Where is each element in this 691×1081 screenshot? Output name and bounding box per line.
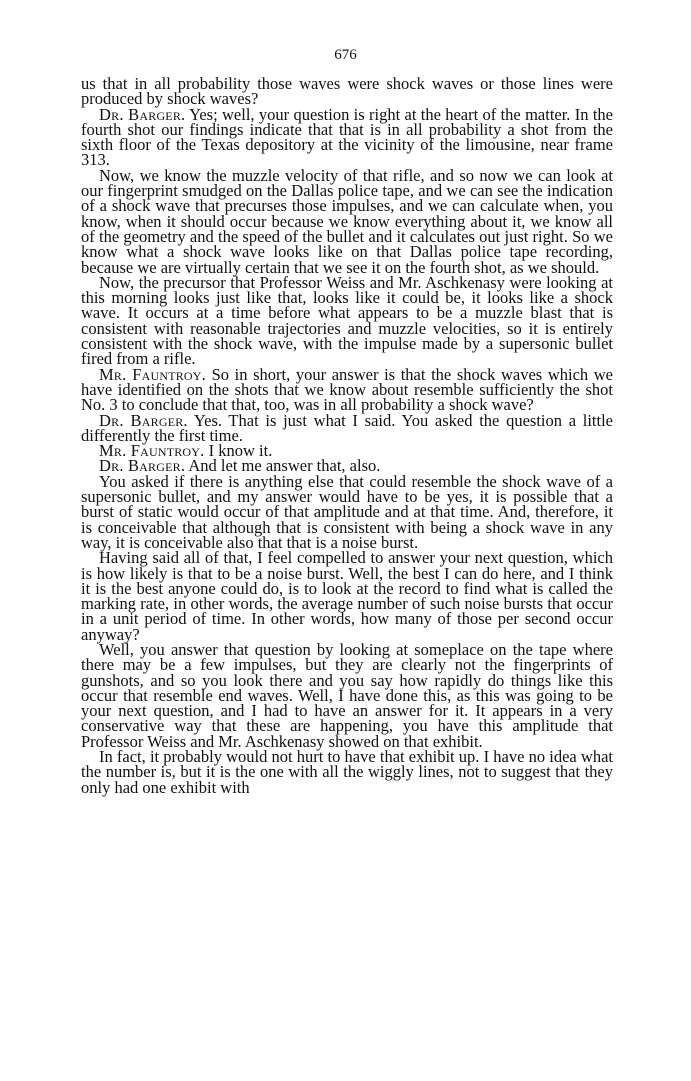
speaker-label: Dr. Barger.	[99, 410, 188, 430]
paragraph-text: Yes. That is just what I said. You asked the question a little differently the first time.	[81, 410, 613, 445]
speaker-label: Dr. Barger.	[99, 456, 186, 476]
paragraph	[81, 639, 613, 751]
speaker-label: Mr. Fauntroy.	[99, 364, 206, 384]
speaker-label: Mr. Fauntroy.	[99, 441, 205, 461]
page-number: 676	[334, 47, 357, 63]
paragraph	[81, 165, 613, 277]
paragraph	[81, 272, 613, 369]
speaker-label: Dr. Barger.	[99, 104, 186, 124]
paragraph-text: Now, we know the muzzle velocity of that rifle, and so now we can look at our fingerprint smudged on the Dallas police tape, and we can see the indication of a shock wave that precurses those impulses, and we can calculate when, you know, when it should occur because we know everything about it, we know all of the geometry and the speed of the bullet and it calculates out just right. So we know what a shock wave looks like on that Dallas police tape recording, because we are virtually certain that we see it on the fourth shot, as we should.	[81, 165, 613, 277]
paragraph	[81, 104, 613, 170]
paragraph-text: us that in all probability those waves were shock waves or those lines were produced by shock waves?	[81, 74, 613, 109]
paragraph	[81, 550, 613, 642]
paragraph-text: I know it.	[208, 441, 273, 461]
transcript-body	[81, 76, 613, 795]
paragraph	[81, 749, 613, 795]
paragraph-text: So in short, your answer is that the shock waves which we have identified on the shots that we know about resemble sufficiently the shot No. 3 to conclude that that, too, was in all probability a shock wave?	[81, 364, 614, 415]
paragraph-text: You asked if there is anything else that could resemble the shock wave of a supersonic bullet, and my answer would have to be yes, it is possible that a burst of static would occur of that amplitude and at that time. And, therefore, it is conceivable that although that is consistent with being a shock wave in any way, it is conceivable also that that is a noise burst.	[81, 471, 613, 552]
paragraph	[81, 364, 614, 415]
paragraph-text: Well, you answer that question by looking at someplace on the tape where there may be a few impulses, but they are clearly not the fingerprints of gunshots, and so you look there and you say how rapidly do things like this occur that resemble end waves. Well, I have done this, as this was going to be your next question, and I had to have an answer for it. It appears in a very conservative way that these are happening, you have this amplitude that Professor Weiss and Mr. Aschkenasy showed on that exhibit.	[81, 639, 613, 751]
paragraph-text: In fact, it probably would not hurt to have that exhibit up. I have no idea what the number is, but it is the one with all the wiggly lines, not to suggest that they only had one exhibit with	[81, 747, 613, 797]
paragraph-text: And let me answer that, also.	[188, 456, 381, 476]
paragraph	[81, 410, 613, 445]
paragraph-text: Yes; well, your question is right at the heart of the matter. In the fourth shot our findings indicate that that is in all probability a shot from the sixth floor of the Texas depository at the vicinity of the limousine, near frame 313.	[81, 104, 613, 170]
paragraph	[81, 471, 613, 552]
paragraph-text: Now, the precursor that Professor Weiss and Mr. Aschkenasy were looking at this morning looks just like that, looks like it could be, it looks like a shock wave. It occurs at a time before what appears to be a muzzle blast that is consistent with reasonable trajectories and muzzle velocities, so it is entirely consistent with the shock wave, with the impulse made by a supersonic bullet fired from a rifle.	[81, 272, 613, 369]
paragraph-text: Having said all of that, I feel compelled to answer your next question, which is how likely is that to be a noise burst. Well, the best I can do here, and I think it is the best anyone could do, is to look at the record to find what is called the marking rate, in other words, the average number of such noise bursts that occur in a unit period of time. In other words, how many of those per second occur anyway?	[81, 548, 613, 644]
paragraph	[81, 76, 613, 107]
